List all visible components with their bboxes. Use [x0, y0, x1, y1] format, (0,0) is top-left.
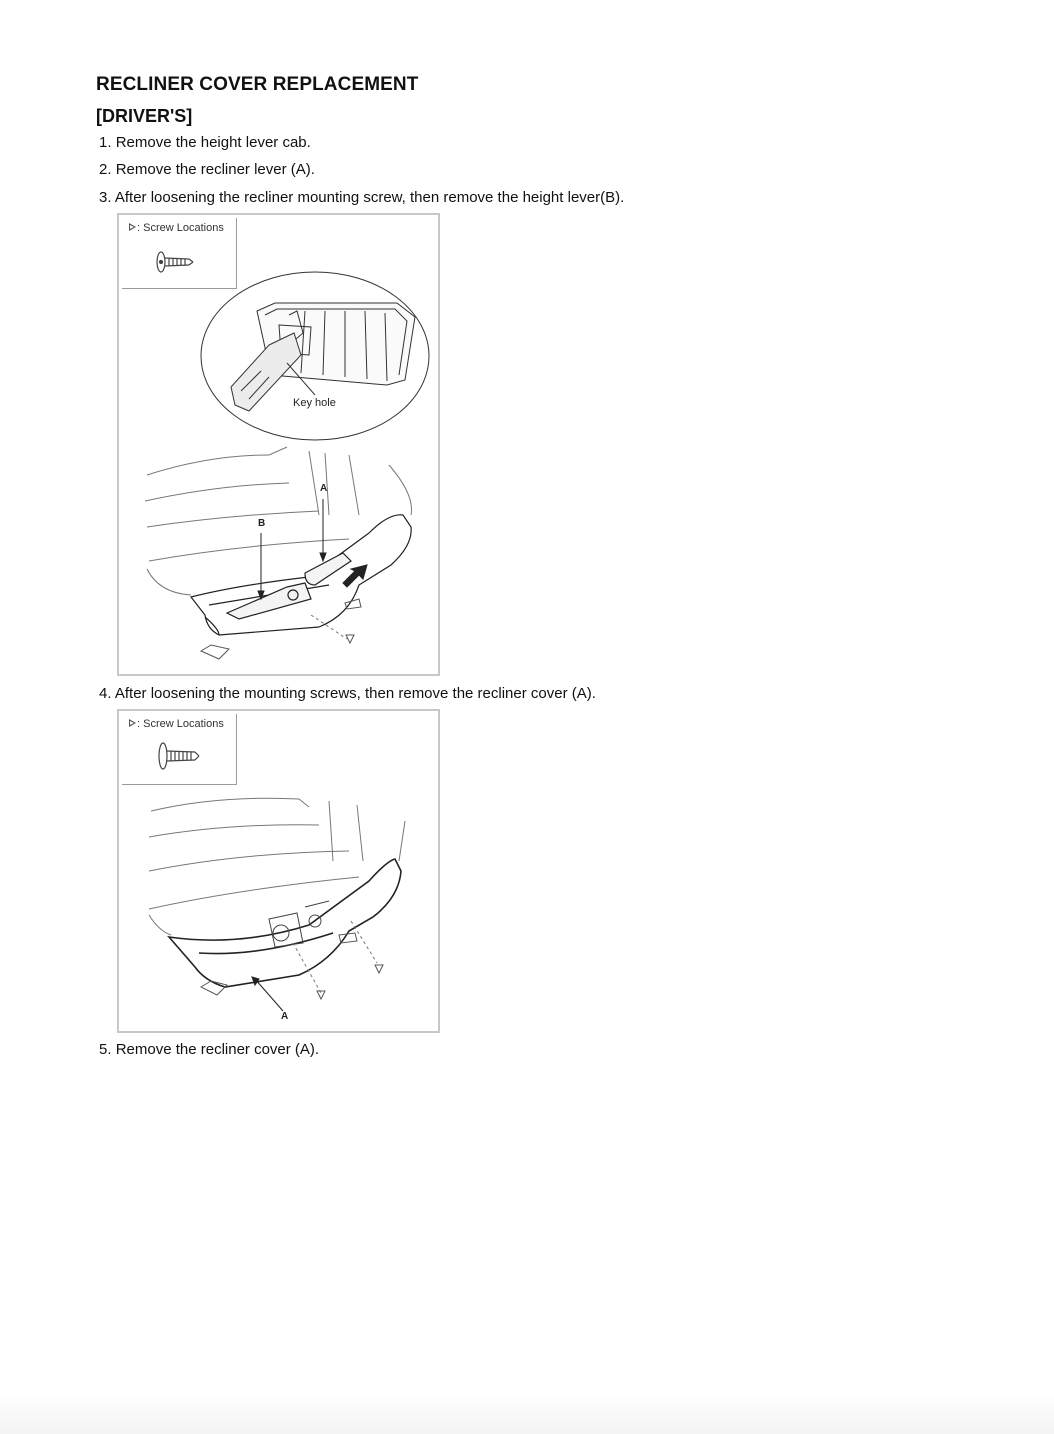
step-1: [99, 134, 311, 152]
step-text: After loosening the mounting screws, then remove the recliner cover (A).: [114, 685, 596, 702]
screw-legend: [122, 218, 237, 289]
legend-label: : Screw Locations: [129, 718, 224, 730]
figure-recliner-cover-removal: [117, 709, 440, 1033]
callout-a: A: [320, 483, 328, 494]
key-hole-label: Key hole: [293, 397, 336, 409]
side-cover: [191, 515, 411, 635]
seat-outline: [149, 798, 405, 935]
height-lever-b: [227, 583, 311, 619]
seat-feet: [201, 933, 357, 995]
seat-feet: [201, 599, 361, 659]
step-number: 5.: [99, 1041, 112, 1058]
recliner-lever-a: [305, 553, 351, 585]
step-text: After loosening the recliner mounting screw, then remove the height lever(B).: [114, 189, 625, 206]
triangle-marker-icon: [129, 719, 136, 727]
seat-outline: [145, 447, 412, 595]
step-number: 2.: [99, 161, 112, 178]
page-bottom-shade: [0, 1394, 1054, 1434]
step-3: [99, 189, 624, 207]
triangle-marker-icon: [129, 223, 136, 231]
section-subtitle: [DRIVER'S]: [96, 106, 193, 126]
step-number: 4.: [99, 685, 112, 702]
cover-mechanism: [269, 901, 329, 947]
legend-label: : Screw Locations: [129, 222, 224, 234]
page-title: RECLINER COVER REPLACEMENT: [96, 74, 419, 95]
screw-legend: [122, 714, 237, 785]
figure-height-lever-removal: [117, 213, 440, 676]
step-5: [99, 1041, 319, 1059]
callout-b: B: [258, 518, 266, 529]
step-text: Remove the recliner lever (A).: [115, 161, 315, 178]
callout-a: A: [281, 1011, 289, 1022]
step-text: Remove the height lever cab.: [115, 134, 311, 151]
step-4: [99, 685, 596, 703]
recliner-cover-a: [169, 859, 401, 987]
step-number: 1.: [99, 134, 112, 151]
step-text: Remove the recliner cover (A).: [115, 1041, 320, 1058]
step-2: [99, 161, 315, 179]
step-number: 3.: [99, 189, 112, 206]
key-hole-detail: [201, 272, 429, 440]
